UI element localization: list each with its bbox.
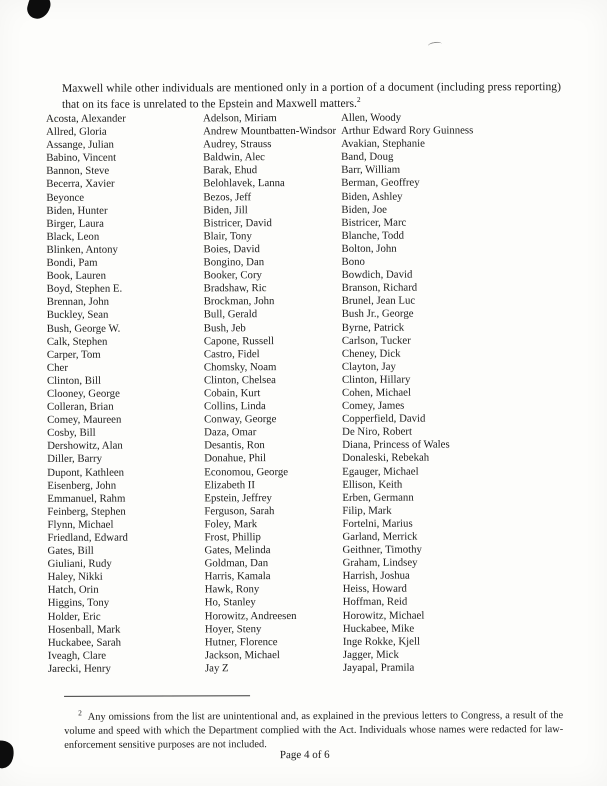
list-item: Bolton, John (341, 242, 397, 255)
list-item: Barak, Ehud (203, 164, 258, 177)
list-item: Biden, Jill (203, 203, 248, 217)
list-item: Black, Leon (46, 230, 100, 243)
list-item: Carlson, Tucker (341, 334, 411, 347)
list-item: Blair, Tony (203, 230, 252, 243)
name-list (46, 111, 588, 676)
footnote-separator (64, 695, 250, 697)
list-item: Heiss, Howard (342, 583, 407, 596)
list-item: Comey, James (342, 399, 405, 412)
footnote-number: 2 (78, 708, 82, 718)
intro-paragraph (62, 79, 561, 113)
list-item: Clayton, Jay (341, 360, 396, 373)
list-item: Daza, Omar (204, 426, 257, 439)
list-item: Ho, Stanley (204, 596, 256, 609)
list-item: Boyd, Stephen E. (46, 282, 123, 296)
list-item: Avakian, Stephanie (341, 137, 425, 151)
list-item: Belohlavek, Lanna (203, 177, 285, 190)
list-item: Book, Lauren (46, 269, 106, 283)
list-item: Cosby, Bill (47, 426, 96, 440)
list-item: Bongino, Dan (203, 256, 265, 269)
list-item: Biden, Joe (341, 203, 387, 216)
list-item: Cohen, Michael (341, 386, 411, 399)
list-item: Erben, Germann (342, 491, 414, 504)
footnote-text: Any omissions from the list are unintentional and, as explained in the previous letters to Congress, a result of the volume and speed with which the Department complied with the Act. Individuals whose names were redacted for law-enforcement sensitive purposes are not included. (64, 710, 564, 751)
list-item: Huckabee, Mike (342, 622, 415, 635)
list-item: Brunel, Jean Luc (341, 294, 416, 308)
list-item: Branson, Richard (341, 281, 418, 295)
page-number: Page 4 of 6 (279, 748, 330, 762)
list-item: Jayapal, Pramila (342, 661, 415, 674)
list-item: Bull, Gerald (203, 308, 258, 321)
list-item: Horowitz, Andreesen (204, 609, 297, 622)
list-item: Assange, Julian (46, 138, 114, 152)
list-item: Huckabee, Sarah (47, 636, 122, 649)
list-item: Bush Jr., George (341, 308, 414, 321)
list-item: Hawk, Rony (204, 583, 260, 596)
list-item: Copperfield, David (342, 412, 426, 426)
list-item: Jagger, Mick (342, 648, 399, 661)
intro-footnote-reference: 2 (356, 94, 361, 104)
list-item: Jarecki, Henry (47, 662, 111, 675)
list-item: Barr, William (341, 164, 401, 177)
list-item: Geithner, Timothy (342, 543, 422, 556)
list-item: Castro, Fidel (203, 347, 260, 361)
list-item: Colleran, Brian (47, 400, 114, 413)
list-item: Haley, Nikki (47, 570, 103, 584)
list-item: Gates, Melinda (204, 544, 271, 557)
list-item: Comey, Maureen (47, 413, 122, 427)
list-item: Holder, Eric (47, 610, 101, 623)
list-item: Giuliani, Rudy (47, 557, 112, 571)
list-item: Clinton, Chelsea (203, 373, 276, 387)
list-item: Byrne, Patrick (341, 321, 405, 334)
list-item: Jackson, Michael (204, 648, 280, 662)
list-item: Biden, Hunter (46, 204, 108, 217)
list-item: Goldman, Dan (204, 557, 269, 570)
list-item: Diana, Princess of Wales (342, 438, 450, 452)
list-item: Friedland, Edward (47, 531, 128, 544)
list-item: Higgins, Tony (47, 597, 110, 610)
list-item: Hutner, Florence (204, 635, 278, 649)
list-item: Bannon, Steve (46, 165, 110, 178)
list-item: Donahue, Phil (204, 452, 267, 465)
list-item: Hoyer, Steny (204, 622, 262, 636)
list-item: Harrish, Joshua (342, 569, 410, 583)
name-column-3 (341, 111, 553, 675)
list-item: Buckley, Sean (46, 309, 109, 322)
list-item: Bono (341, 255, 365, 268)
list-item: Flynn, Michael (47, 518, 114, 531)
list-item: Hoffman, Reid (342, 596, 408, 609)
list-item: Harris, Kamala (204, 570, 271, 583)
list-item: Garland, Merrick (342, 530, 418, 543)
list-item: Clooney, George (46, 387, 120, 400)
list-item: Diller, Barry (47, 453, 102, 466)
list-item: Foley, Mark (204, 518, 258, 531)
list-item: Berman, Geoffrey (341, 177, 420, 190)
list-item: Bistricer, Marc (341, 216, 407, 229)
list-item: Gates, Bill (47, 544, 94, 557)
list-item: Becerra, Xavier (46, 178, 115, 191)
list-item: Audrey, Strauss (203, 138, 272, 151)
list-item: Baldwin, Alec (203, 151, 265, 164)
list-item: Dershowitz, Alan (47, 439, 123, 453)
list-item: Fortelni, Marius (342, 517, 413, 530)
list-item: Calk, Stephen (46, 335, 108, 348)
list-item: Cheney, Dick (341, 347, 401, 360)
list-item: Hatch, Orin (47, 584, 99, 597)
list-item: Acosta, Alexander (46, 112, 126, 125)
list-item: Bush, George W. (46, 322, 121, 335)
list-item: Band, Doug (341, 150, 394, 164)
list-item: Bush, Jeb (203, 321, 246, 334)
list-item: Desantis, Ron (204, 439, 265, 452)
list-item: Collins, Linda (204, 400, 266, 413)
list-item: Brockman, John (203, 295, 275, 308)
list-item: Booker, Cory (203, 269, 262, 282)
list-item: Feinberg, Stephen (47, 505, 126, 518)
name-column-1 (46, 112, 205, 676)
list-item: Chomsky, Noam (203, 360, 277, 374)
list-item: Babino, Vincent (46, 151, 117, 165)
list-item: Conway, George (204, 413, 277, 426)
list-item: Allen, Woody (341, 111, 402, 124)
list-item: Cobain, Kurt (203, 387, 261, 400)
list-item: Biden, Ashley (341, 190, 403, 203)
list-item: Graham, Lindsey (342, 556, 418, 570)
list-item: Clinton, Bill (46, 374, 101, 387)
list-item: Blanche, Todd (341, 229, 405, 242)
list-item: Bradshaw, Ric (203, 282, 267, 295)
name-column-2 (203, 112, 343, 676)
list-item: Beyonce (46, 191, 85, 204)
list-item: Economou, George (204, 465, 289, 478)
list-item: Elizabeth II (204, 478, 256, 491)
list-item: Frost, Phillip (204, 531, 261, 544)
list-item: Emmanuel, Rahm (47, 492, 126, 505)
list-item: Horowitz, Michael (342, 609, 425, 622)
list-item: Epstein, Jeffrey (204, 491, 272, 505)
list-item: Egauger, Michael (342, 465, 419, 478)
list-item: Eisenberg, John (47, 479, 117, 492)
list-item: Dupont, Kathleen (47, 466, 125, 479)
list-item: Hosenball, Mark (47, 623, 121, 636)
footnote (64, 709, 563, 752)
list-item: Arthur Edward Rory Guinness (341, 124, 474, 137)
list-item: Cher (46, 361, 68, 374)
list-item: Boies, David (203, 243, 260, 256)
list-item: Ellison, Keith (342, 478, 403, 491)
list-item: Blinken, Antony (46, 243, 118, 256)
list-item: Adelson, Miriam (203, 112, 277, 125)
list-item: Filip, Mark (342, 504, 392, 517)
list-item: Bezos, Jeff (203, 190, 252, 203)
list-item: Bowdich, David (341, 268, 413, 281)
list-item: Inge Rokke, Kjell (342, 635, 420, 648)
list-item: Bondi, Pam (46, 256, 98, 269)
list-item: Carper, Tom (46, 348, 101, 361)
list-item: Jay Z (204, 662, 229, 675)
list-item: Andrew Mountbatten-Windsor (203, 124, 337, 138)
intro-text: Maxwell while other individuals are mentioned only in a portion of a document (including press reporting) that on its face is unrelated to the Epstein and Maxwell matters. (61, 79, 561, 111)
list-item: Donaleski, Rebekah (342, 451, 430, 465)
list-item: Bistricer, David (203, 216, 272, 230)
list-item: Clinton, Hillary (341, 373, 411, 386)
list-item: De Niro, Robert (342, 425, 413, 439)
list-item: Birger, Laura (46, 217, 104, 230)
list-item: Brennan, John (46, 295, 110, 309)
list-item: Allred, Gloria (46, 125, 107, 138)
list-item: Iveagh, Clare (47, 649, 107, 662)
list-item: Ferguson, Sarah (204, 504, 275, 518)
list-item: Capone, Russell (203, 334, 275, 347)
